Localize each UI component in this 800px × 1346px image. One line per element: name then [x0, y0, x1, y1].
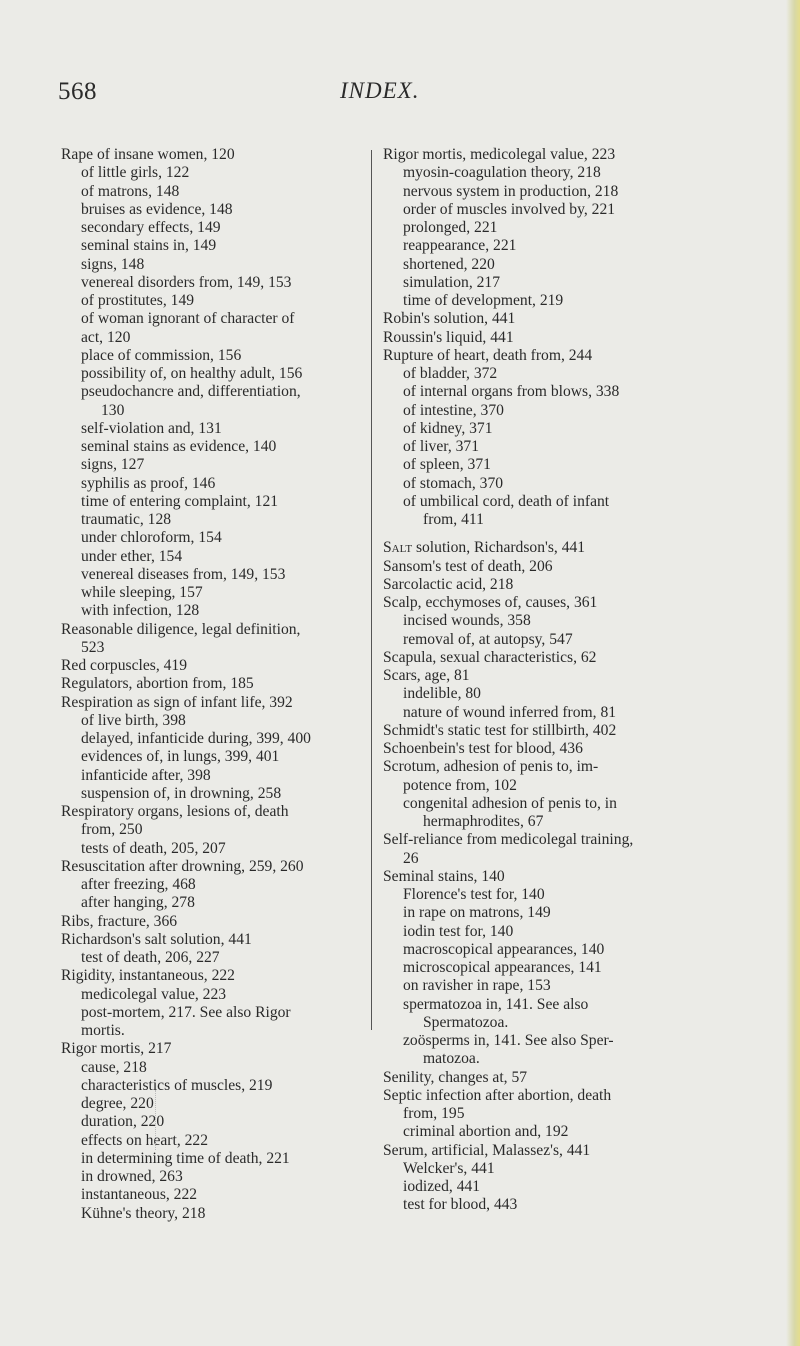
- index-entry: Respiratory organs, lesions of, death: [61, 803, 289, 820]
- index-subentry: self-violation and, 131: [81, 419, 222, 437]
- index-subentry: syphilis as proof, 146: [81, 474, 216, 492]
- index-subentry: in rape on matrons, 149: [403, 904, 551, 922]
- index-subentry: place of commission, 156: [81, 346, 242, 364]
- index-subentry: traumatic, 128: [81, 511, 172, 528]
- index-subentry: time of entering complaint, 121: [81, 492, 279, 510]
- page-blemish: [155, 1090, 158, 1150]
- index-entry: Schoenbein's test for blood, 436: [383, 740, 583, 757]
- page-number: 568: [58, 78, 97, 105]
- index-entry: Respiration as sign of infant life, 392: [61, 693, 293, 711]
- index-entry: Septic infection after abortion, death: [383, 1086, 612, 1104]
- index-subentry: secondary effects, 149: [81, 219, 221, 236]
- index-entry: Richardson's salt solution, 441: [61, 930, 252, 948]
- index-subentry: of umbilical cord, death of infant: [403, 492, 610, 510]
- index-entry: Senility, changes at, 57: [383, 1068, 528, 1086]
- index-entry: Salt solution, Richardson's, 441: [383, 539, 586, 557]
- page-edge: [786, 0, 800, 1346]
- column-divider: [371, 150, 372, 1030]
- index-subentry: of live birth, 398: [81, 711, 186, 729]
- index-subentry: macroscopical appearances, 140: [403, 940, 605, 958]
- index-subentry: from, 195: [403, 1105, 465, 1122]
- index-subentry: Welcker's, 441: [403, 1159, 495, 1177]
- index-entry: Scrotum, adhesion of penis to, im-: [383, 758, 599, 776]
- index-subentry: in drowned, 263: [81, 1168, 183, 1185]
- index-subentry: venereal diseases from, 149, 153: [81, 565, 286, 583]
- index-subentry: spermatozoa in, 141. See also: [403, 995, 589, 1013]
- index-entry: Rigidity, instantaneous, 222: [61, 967, 235, 985]
- index-subentry: infanticide after, 398: [81, 766, 211, 784]
- index-subentry: iodin test for, 140: [403, 922, 514, 940]
- index-subentry: of internal organs from blows, 338: [403, 383, 620, 401]
- index-subentry: time of development, 219: [403, 292, 564, 309]
- index-entry: Scapula, sexual characteristics, 62: [383, 648, 597, 666]
- index-subentry: nervous system in production, 218: [403, 182, 619, 200]
- index-subentry: iodized, 441: [403, 1178, 481, 1195]
- index-entry: Schmidt's static test for stillbirth, 402: [383, 721, 617, 739]
- index-subentry: possibility of, on healthy adult, 156: [81, 365, 303, 382]
- index-subentry: effects on heart, 222: [81, 1131, 209, 1149]
- index-subentry: degree, 220: [81, 1095, 154, 1112]
- index-subentry: congenital adhesion of penis to, in: [403, 794, 617, 812]
- index-subentry: medicolegal value, 223: [81, 985, 227, 1003]
- index-subentry: post-mortem, 217. See also Rigor: [81, 1003, 291, 1021]
- index-subentry: seminal stains in, 149: [81, 237, 217, 255]
- index-subentry: evidences of, in lungs, 399, 401: [81, 748, 280, 766]
- index-subentry: simulation, 217: [403, 273, 501, 291]
- index-subentry: after hanging, 278: [81, 894, 195, 912]
- index-subentry: 523: [81, 638, 105, 656]
- index-subentry: of spleen, 371: [403, 456, 491, 474]
- index-entry: Scars, age, 81: [383, 667, 470, 684]
- index-subentry: of woman ignorant of character of: [81, 310, 295, 328]
- index-entry: Sarcolactic acid, 218: [383, 575, 514, 593]
- index-subentry: nature of wound inferred from, 81: [403, 703, 617, 721]
- page-header: [0, 78, 800, 108]
- index-subentry: tests of death, 205, 207: [81, 839, 226, 857]
- index-entry: Seminal stains, 140: [383, 867, 505, 885]
- index-subentry: Spermatozoa.: [423, 1013, 509, 1031]
- index-subentry: 130: [101, 401, 125, 419]
- index-subentry: seminal stains as evidence, 140: [81, 438, 277, 455]
- index-subentry: Kühne's theory, 218: [81, 1204, 206, 1222]
- index-entry: Serum, artificial, Malassez's, 441: [383, 1141, 591, 1159]
- index-subentry: Florence's test for, 140: [403, 886, 545, 903]
- index-subentry: under chloroform, 154: [81, 529, 222, 547]
- index-subentry: myosin-coagulation theory, 218: [403, 164, 601, 182]
- index-subentry: criminal abortion and, 192: [403, 1123, 569, 1141]
- index-subentry: on ravisher in rape, 153: [403, 977, 551, 995]
- index-subentry: reappearance, 221: [403, 237, 517, 255]
- index-subentry: pseudochancre and, differentiation,: [81, 383, 301, 401]
- index-subentry: of matrons, 148: [81, 182, 180, 200]
- index-subentry: from, 411: [423, 511, 484, 528]
- index-subentry: of bladder, 372: [403, 365, 498, 382]
- index-subentry: indelible, 80: [403, 685, 481, 703]
- index-entry: Sansom's test of death, 206: [383, 557, 553, 575]
- index-subentry: potence from, 102: [403, 776, 517, 794]
- index-subentry: of prostitutes, 149: [81, 292, 195, 309]
- index-subentry: shortened, 220: [403, 255, 495, 273]
- index-subentry: suspension of, in drowning, 258: [81, 784, 282, 802]
- index-subentry: cause, 218: [81, 1058, 147, 1076]
- index-entry: Red corpuscles, 419: [61, 657, 188, 674]
- index-subentry: from, 250: [81, 821, 143, 839]
- index-subentry: zoösperms in, 141. See also Sper-: [403, 1032, 614, 1049]
- index-subentry: mortis.: [81, 1022, 125, 1039]
- index-entry: Reasonable diligence, legal definition,: [61, 620, 301, 638]
- index-subentry: under ether, 154: [81, 547, 183, 565]
- index-entry: Rape of insane women, 120: [61, 146, 235, 163]
- index-column-left: [61, 146, 363, 1223]
- index-subentry: order of muscles involved by, 221: [403, 200, 616, 218]
- index-subentry: duration, 220: [81, 1113, 165, 1131]
- index-subentry: with infection, 128: [81, 602, 200, 620]
- index-entry: Rigor mortis, 217: [61, 1040, 172, 1058]
- index-subentry: signs, 127: [81, 456, 145, 474]
- index-entry: Ribs, fracture, 366: [61, 912, 178, 930]
- index-subentry: of intestine, 370: [403, 401, 504, 419]
- index-subentry: of kidney, 371: [403, 419, 493, 437]
- index-subentry: signs, 148: [81, 255, 145, 273]
- running-head: INDEX.: [340, 78, 420, 103]
- entry-gap: [383, 529, 703, 539]
- index-entry: Roussin's liquid, 441: [383, 328, 514, 346]
- index-subentry: after freezing, 468: [81, 876, 196, 893]
- index-subentry: matozoa.: [423, 1050, 480, 1068]
- index-subentry: delayed, infanticide during, 399, 400: [81, 730, 311, 747]
- index-subentry: act, 120: [81, 328, 131, 346]
- index-entry: Rupture of heart, death from, 244: [383, 346, 593, 364]
- index-subentry: characteristics of muscles, 219: [81, 1076, 273, 1094]
- small-caps-lead: Salt: [383, 539, 413, 557]
- index-subentry: while sleeping, 157: [81, 584, 203, 601]
- index-entry: Rigor mortis, medicolegal value, 223: [383, 146, 616, 163]
- index-subentry: test for blood, 443: [403, 1196, 518, 1214]
- index-subentry: in determining time of death, 221: [81, 1149, 290, 1167]
- index-entry: Scalp, ecchymoses of, causes, 361: [383, 594, 598, 611]
- index-subentry: bruises as evidence, 148: [81, 200, 233, 218]
- index-entry: Resuscitation after drowning, 259, 260: [61, 857, 304, 875]
- index-subentry: 26: [403, 849, 419, 867]
- index-subentry: removal of, at autopsy, 547: [403, 630, 573, 648]
- index-subentry: instantaneous, 222: [81, 1186, 198, 1204]
- index-subentry: venereal disorders from, 149, 153: [81, 273, 292, 291]
- index-subentry: hermaphrodites, 67: [423, 813, 544, 830]
- index-subentry: prolonged, 221: [403, 219, 498, 236]
- index-subentry: incised wounds, 358: [403, 612, 531, 630]
- index-subentry: of stomach, 370: [403, 474, 504, 492]
- index-entry: Self-reliance from medicolegal training,: [383, 831, 634, 849]
- index-column-right: [383, 146, 703, 1215]
- index-entry: Robin's solution, 441: [383, 310, 516, 328]
- index-subentry: microscopical appearances, 141: [403, 959, 602, 976]
- index-subentry: test of death, 206, 227: [81, 949, 220, 966]
- index-subentry: of little girls, 122: [81, 164, 190, 182]
- index-entry: Regulators, abortion from, 185: [61, 675, 254, 693]
- index-subentry: of liver, 371: [403, 438, 480, 455]
